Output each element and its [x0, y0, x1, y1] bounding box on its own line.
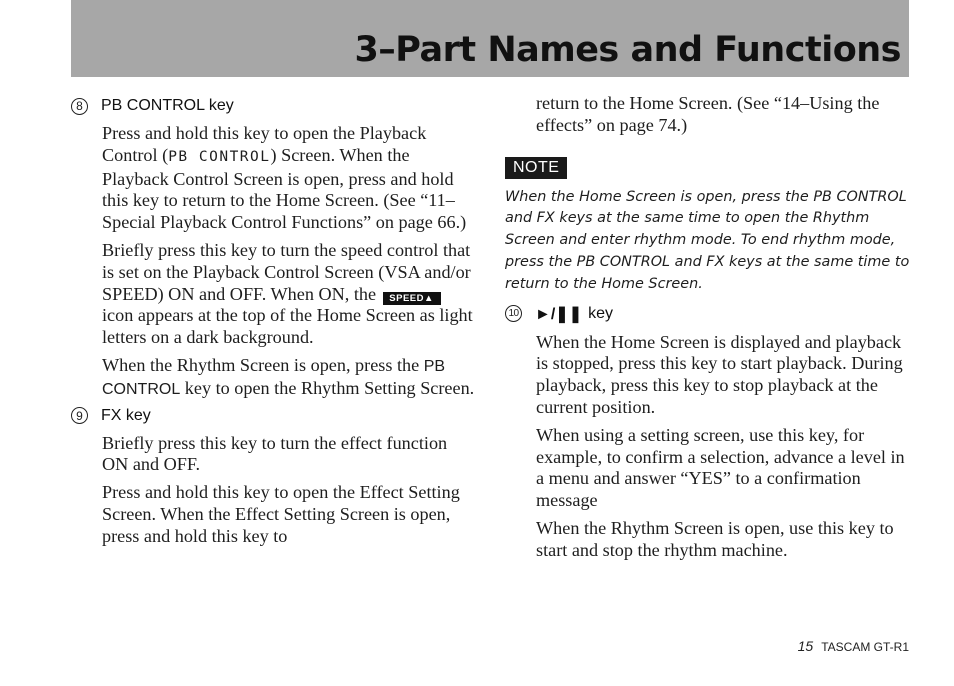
- circled-number-9: 9: [71, 407, 88, 424]
- pb-control-key-name: PB CONTROL: [102, 357, 446, 398]
- item-9-paragraph-2: Press and hold this key to open the Effect Setting Screen. When the Effect Setting Screen is open, press and hold this key to: [102, 482, 460, 546]
- item-8-p1-after: ) Screen. When the Playback Control Screen is open, press and hold this key to return to the Home Screen. (See “11–Special Playback Control Functions” on page 66.): [102, 144, 467, 233]
- item-8-paragraph-1: [102, 123, 476, 234]
- item-8-p2-before: Briefly press this key to turn the speed control that is set on the Playback Control Screen (VSA and/or SPEED) ON and OFF. When ON, the: [102, 239, 471, 304]
- item-8-p3-after: key to open the Rhythm Setting Screen.: [184, 377, 475, 398]
- page-title: 3–Part Names and Functions: [354, 30, 901, 70]
- speed-icon: SPEED▲: [383, 292, 441, 305]
- item-9-paragraph-1: Briefly press this key to turn the effect function ON and OFF.: [102, 432, 448, 475]
- item-8-heading: [71, 97, 476, 115]
- item-10-paragraph-1: When the Home Screen is displayed and playback is stopped, press this key to start playback. During playback, press this key to stop playback at the current position.: [536, 331, 903, 417]
- item-8-p1-before: Press and hold this key to open the Playback Control (: [102, 123, 427, 165]
- header-banner: [71, 0, 909, 77]
- item-8-p2-after: icon appears at the top of the Home Screen as light letters on a dark background.: [102, 305, 473, 348]
- circled-number-8: 8: [71, 98, 88, 115]
- item-8-p3-before: When the Rhythm Screen is open, press the: [102, 354, 420, 375]
- item-10-paragraph-2: When using a setting screen, use this key, for example, to confirm a selection, advance a level in a menu and answer “YES” to a confirmation message: [536, 424, 905, 511]
- item-9-heading: [71, 407, 476, 425]
- item-8-paragraph-3: [102, 355, 476, 401]
- page-footer: [798, 638, 909, 654]
- continued-paragraph: return to the Home Screen. (See “14–Using the effects” on page 74.): [536, 93, 880, 135]
- item-8-label: PB CONTROL key: [101, 97, 234, 114]
- pb-control-screen-name: PB CONTROL: [168, 148, 271, 165]
- page-number: 15: [797, 638, 814, 654]
- play-pause-icon: ►/❚❚: [535, 305, 583, 323]
- circled-number-10: 10: [505, 305, 522, 322]
- item-10-label: key: [588, 304, 613, 322]
- item-8-paragraph-2: [102, 240, 476, 349]
- left-column: [71, 93, 476, 554]
- footer-brand: TASCAM GT-R1: [821, 640, 909, 654]
- item-9-label: FX key: [101, 406, 151, 424]
- item-10-heading: [505, 304, 913, 324]
- note-text: When the Home Screen is open, press the PB CONTROL and FX keys at the same time to open the Rhythm Screen and enter rhythm mode. To end rhythm mode, press the PB CONTROL and FX keys at the same time to return to the Home Screen.: [505, 188, 910, 292]
- item-10-paragraph-3: When the Rhythm Screen is open, use this key to start and stop the rhythm machine.: [536, 517, 894, 560]
- note-badge: NOTE: [505, 157, 567, 179]
- right-column: [505, 93, 913, 568]
